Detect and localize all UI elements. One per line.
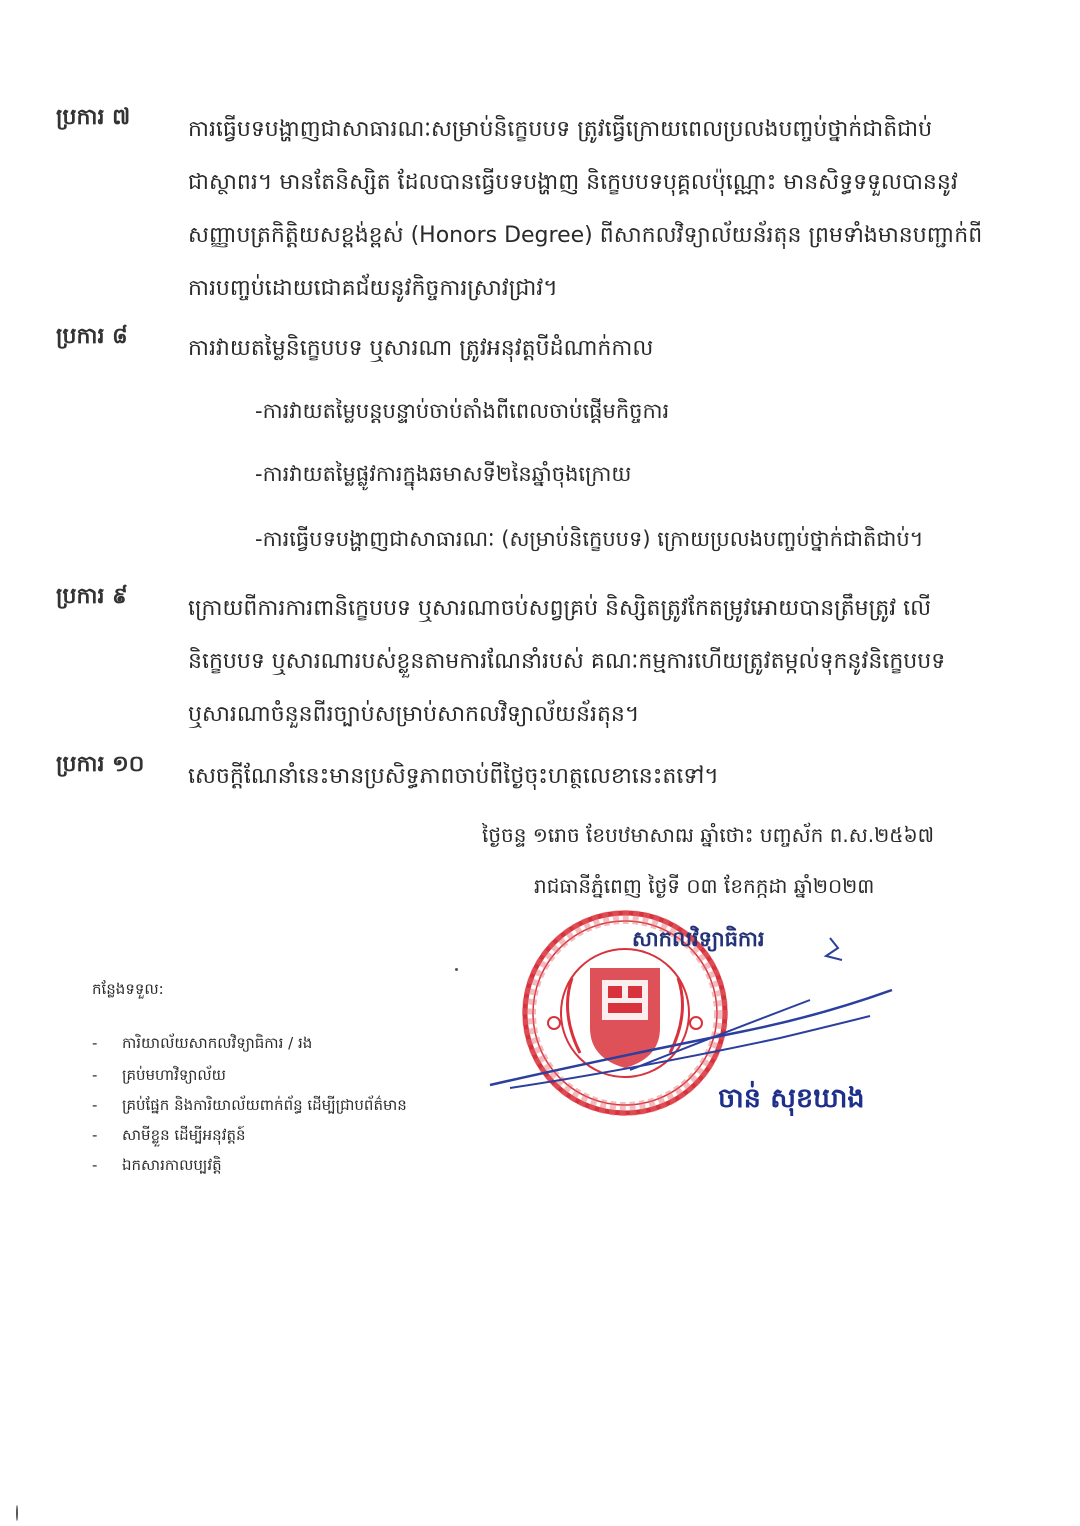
lunar-date: ថ្ងៃចន្ទ ១រោច ខែបឋមាសាឍ ឆ្នាំថោះ បញ្ចស័ក ព.ស.២៥៦៧	[482, 823, 935, 847]
article-line: សញ្ញាបត្រកិត្តិយសខ្ពង់ខ្ពស់ (Honors Degree) ពីសាកលវិទ្យាល័យន័រតុន ព្រមទាំងមានបញ្ជាក់ពី	[188, 223, 983, 248]
scan-speck	[455, 968, 458, 971]
recipient-item: - ឯកសារកាលប្បវត្តិ	[92, 1156, 222, 1174]
article-label: ប្រការ ៨	[56, 324, 128, 349]
bullet-item: -ការវាយតម្លៃផ្លូវការក្នុងឆមាសទី២នៃឆ្នាំចុងក្រោយ	[255, 462, 632, 486]
recipient-item: - ការិយាល័យសាកលវិទ្យាធិការ / រង	[92, 1034, 313, 1052]
recipient-item: - គ្រប់ផ្នែក និងការិយាល័យពាក់ព័ន្ធ ដើម្បីជ្រាបព័ត៌មាន	[92, 1096, 407, 1114]
signatory-title: សាកលវិទ្យាធិការ	[632, 927, 765, 951]
bullet-item: -ការធ្វើបទបង្ហាញជាសាធារណៈ (សម្រាប់និក្ខេបបទ) ក្រោយប្រលងបញ្ចប់ថ្នាក់ជាតិជាប់។	[255, 527, 924, 551]
article-line: សេចក្តីណែនាំនេះមានប្រសិទ្ធភាពចាប់ពីថ្ងៃចុះហត្ថលេខានេះតទៅ។	[188, 764, 719, 789]
article-body	[188, 750, 1026, 803]
article-label: ប្រការ ៩	[56, 584, 128, 609]
article-body	[188, 103, 1026, 315]
article-line: ឬសារណាចំនួនពីរច្បាប់សម្រាប់សាកលវិទ្យាល័យន័រតុន។	[188, 702, 640, 727]
article-body	[188, 322, 1026, 375]
signatory-name: ចាន់ សុខឃាង	[718, 1083, 865, 1114]
article-line: ការធ្វើបទបង្ហាញជាសាធារណៈសម្រាប់និក្ខេបបទ ត្រូវធ្វើក្រោយពេលប្រលងបញ្ចប់ថ្នាក់ជាតិជាប់	[188, 117, 933, 142]
scan-speck	[16, 1505, 18, 1521]
article-line: ក្រោយពីការការពានិក្ខេបបទ ឬសារណាចប់សព្វគ្រប់ និស្សិតត្រូវកែតម្រូវអោយបានត្រឹមត្រូវ លើ	[188, 596, 932, 621]
article-label: ប្រការ ១០	[56, 752, 145, 777]
article-line: ជាស្ថាពរ។ មានតែនិស្សិត ដែលបានធ្វើបទបង្ហាញ និក្ខេបបទបុគ្គលប៉ុណ្ណោះ មានសិទ្ធទទួលបាននូវ	[188, 170, 958, 195]
recipients-title: កន្លែងទទួល:	[92, 980, 164, 998]
recipient-item: - គ្រប់មហាវិទ្យាល័យ	[92, 1066, 226, 1084]
article-body	[188, 582, 1026, 741]
article-line: ការបញ្ចប់ដោយជោគជ័យនូវកិច្ចការស្រាវជ្រាវ។	[188, 276, 558, 301]
article-line: និក្ខេបបទ ឬសារណារបស់ខ្លួនតាមការណែនាំរបស់ គណៈកម្មការហើយត្រូវតម្កល់ទុកនូវនិក្ខេបបទ	[188, 649, 946, 674]
article-label: ប្រការ ៧	[56, 105, 131, 130]
recipient-item: - សាមីខ្លួន ដើម្បីអនុវត្តន៍	[92, 1126, 246, 1144]
solar-date: រាជធានីភ្នំពេញ ថ្ងៃទី ០៣ ខែកក្កដា ឆ្នាំ២០២៣	[534, 874, 875, 898]
bullet-item: -ការវាយតម្លៃបន្តបន្ទាប់ចាប់តាំងពីពេលចាប់ផ្ដើមកិច្ចការ	[255, 399, 670, 423]
article-line: ការវាយតម្លៃនិក្ខេបបទ ឬសារណា ត្រូវអនុវត្តបីដំណាក់កាល	[188, 336, 654, 361]
